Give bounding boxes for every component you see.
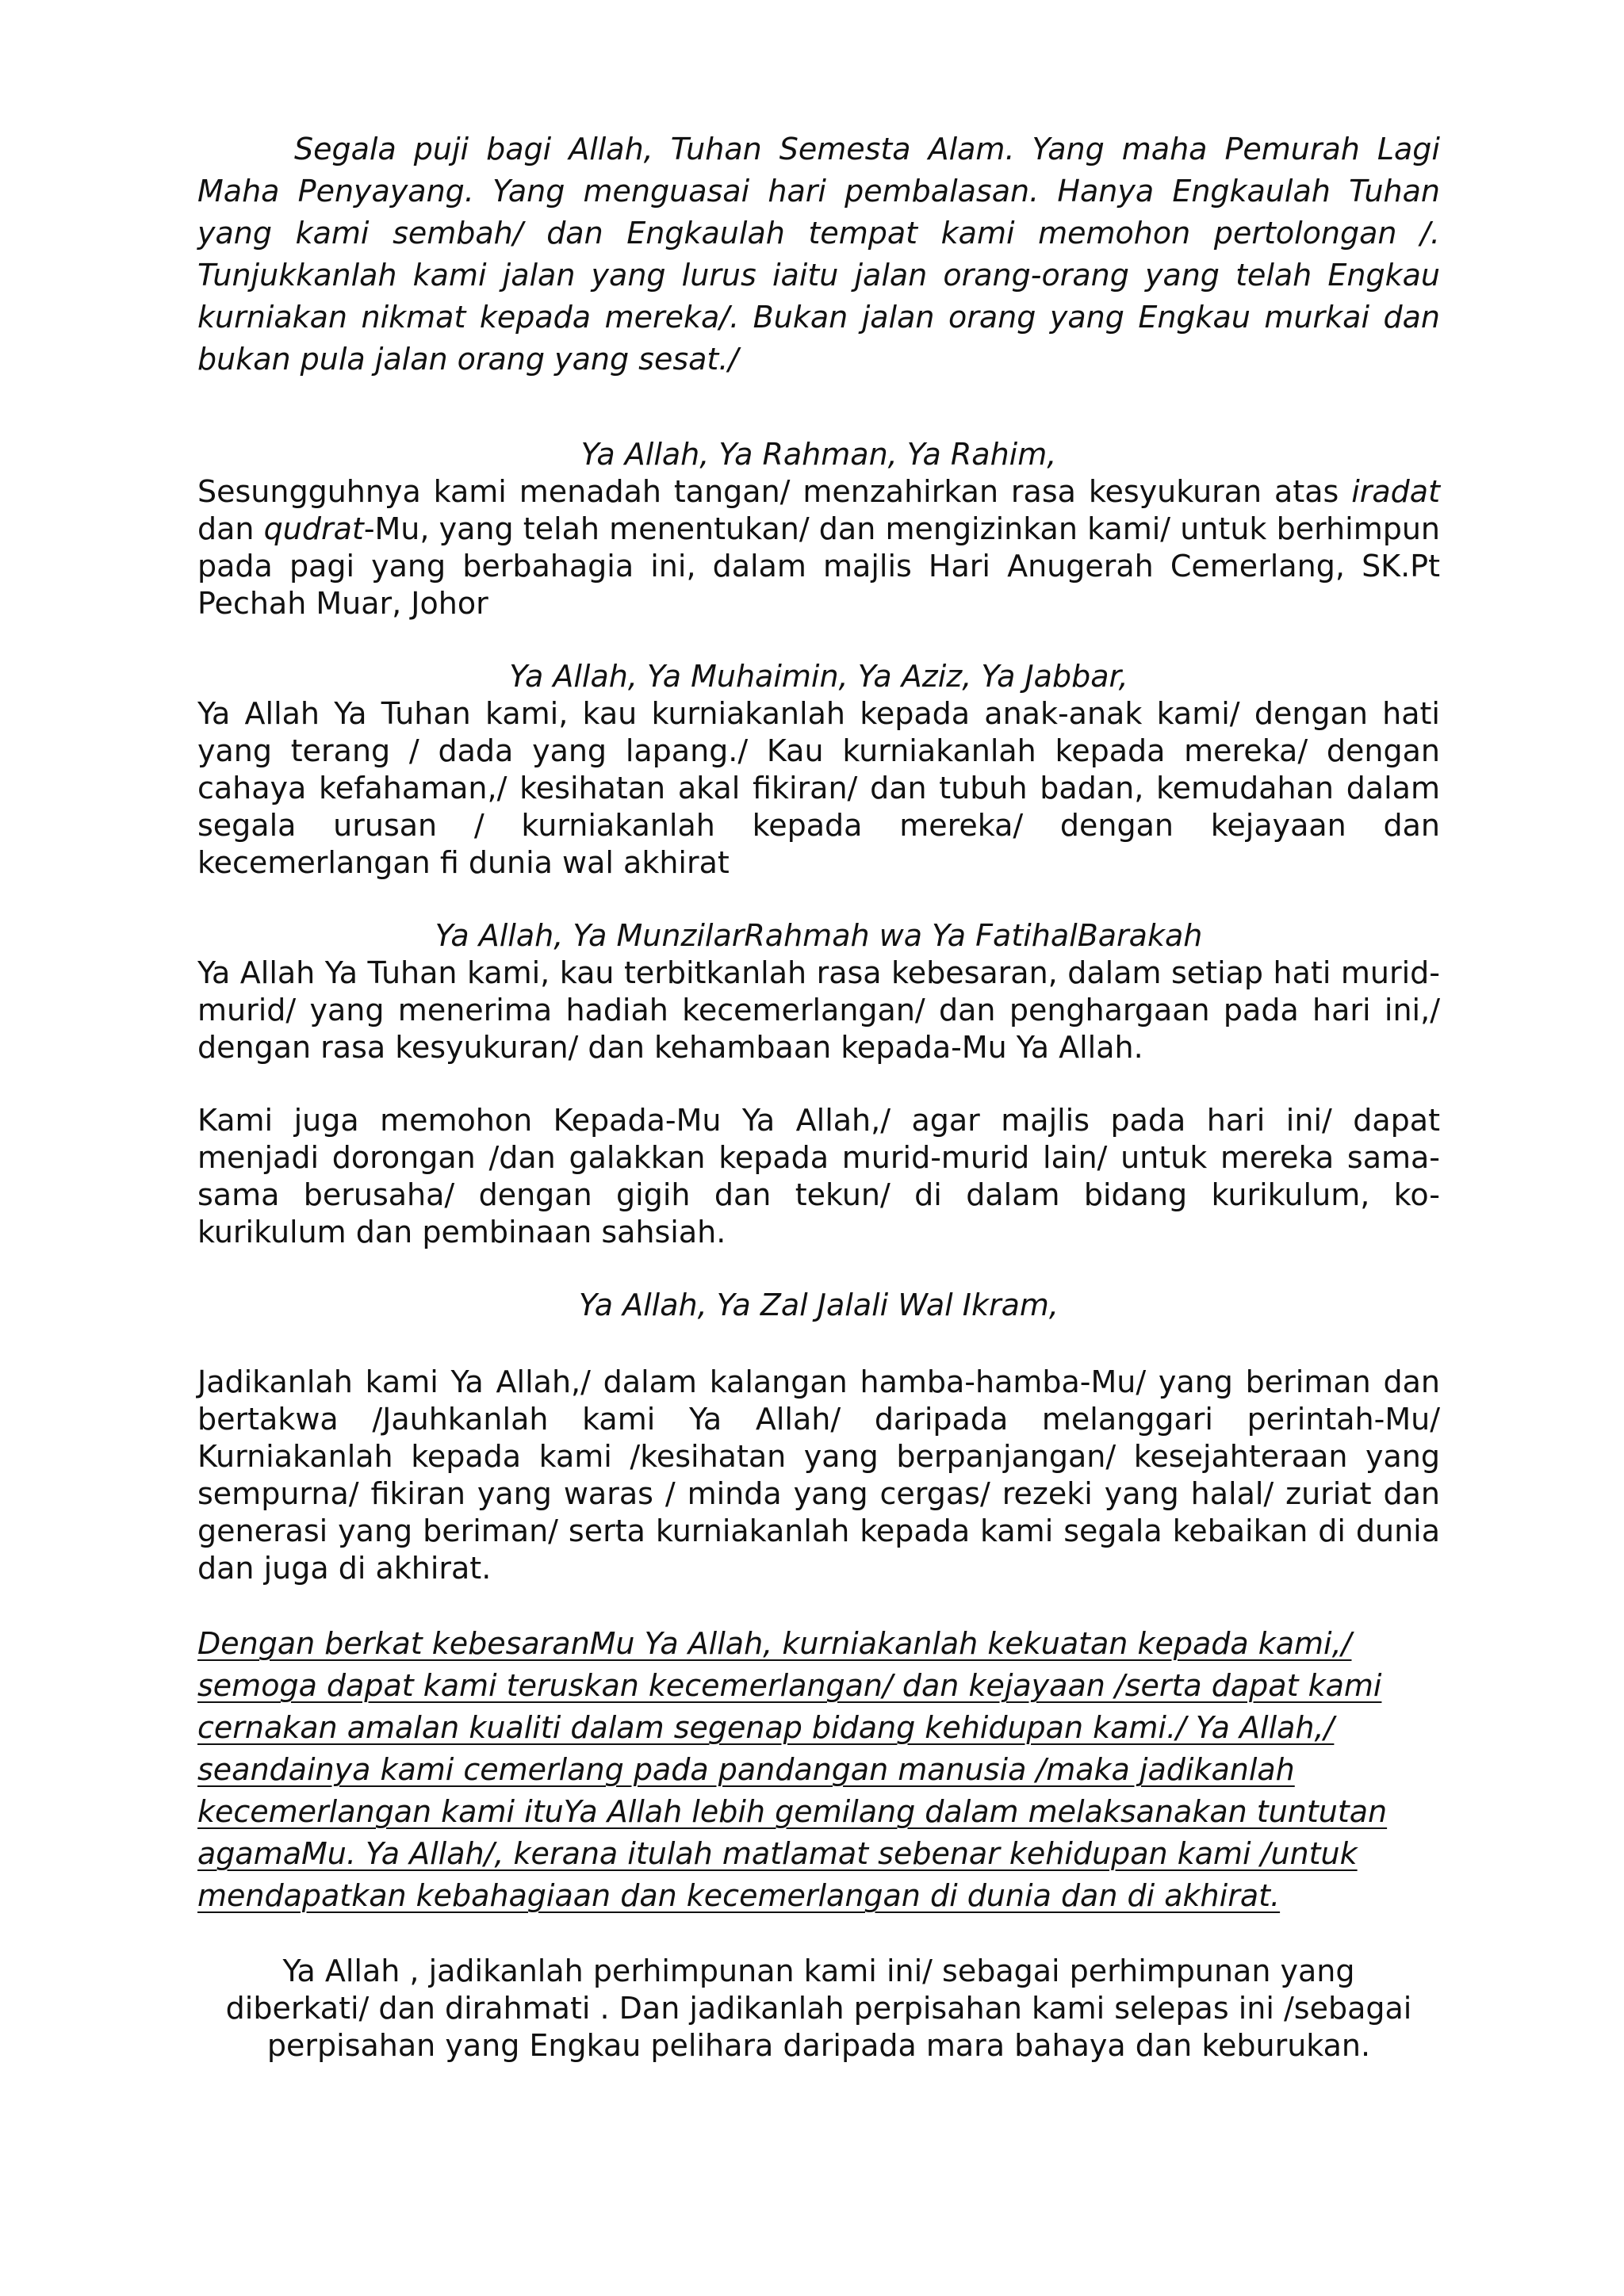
section1-text-c: -Mu, yang telah menentukan/ dan mengizinkan kami/ untuk berhimpun pada pagi yang berbahagia ini, dalam majlis Hari Anugerah Cemerlang, SK.Pt Pechah Muar, Johor [197,511,1440,621]
document-body [197,128,1440,2064]
section1-emphasis-qudrat: qudrat [263,511,364,546]
opening-text: Segala puji bagi Allah, Tuhan Semesta Alam. Yang maha Pemurah Lagi Maha Penyayang. Yang menguasai hari pembalasan. Hanya Engkaulah Tuhan yang kami sembah/ dan Engkaulah tempat kami memohon pertolongan /. Tunjukkanlah kami jalan yang lurus iaitu jalan orang-orang yang telah Engkau kurniakan nikmat kepada mereka/. Bukan jalan orang yang Engkau murkai dan bukan pula jalan orang yang sesat./ [197,132,1440,377]
closing-line-3: perpisahan yang Engkau pelihara daripada mara bahaya dan keburukan. [266,2028,1371,2063]
closing-line-2: diberkati/ dan dirahmati . Dan jadikanlah perpisahan kami selepas ini /sebagai [225,1991,1412,2026]
section3-paragraph: Ya Allah Ya Tuhan kami, kau terbitkanlah rasa kebesaran, dalam setiap hati murid-murid/ yang menerima hadiah kecemerlangan/ dan penghargaan pada hari ini,/ dengan rasa kesyukuran/ dan kehambaan kepada-Mu Ya Allah. [197,955,1440,1065]
opening-paragraph [197,128,1440,381]
section1-text-a: Sesungguhnya kami menadah tangan/ menzahirkan rasa kesyukuran atas [197,474,1352,509]
paragraph-4: Kami juga memohon Kepada-Mu Ya Allah,/ agar majlis pada hari ini/ dapat menjadi dorongan /dan galakkan kepada murid-murid lain/ untuk mereka sama-sama berusaha/ dengan gigih dan tekun/ di dalam bidang kurikulum, ko-kurikulum dan pembinaan sahsiah. [197,1103,1440,1249]
section2-heading: Ya Allah, Ya Muhaimin, Ya Aziz, Ya Jabbar, [509,659,1128,694]
section1-heading: Ya Allah, Ya Rahman, Ya Rahim, [580,437,1057,472]
section3-heading: Ya Allah, Ya MunzilarRahmah wa Ya FatihalBarakah [435,918,1203,953]
section5-paragraph: Jadikanlah kami Ya Allah,/ dalam kalangan hamba-hamba-Mu/ yang beriman dan bertakwa /Jauhkanlah kami Ya Allah/ daripada melanggari perintah-Mu/ Kurniakanlah kepada kami /kesihatan yang berpanjangan/ kesejahteraan yang sempurna/ fikiran yang waras / minda yang cergas/ rezeki yang halal/ zuriat dan generasi yang beriman/ serta kurniakanlah kepada kami segala kebaikan di dunia dan juga di akhirat. [197,1364,1440,1586]
section2-paragraph: Ya Allah Ya Tuhan kami, kau kurniakanlah kepada anak-anak kami/ dengan hati yang terang / dada yang lapang./ Kau kurniakanlah kepada mereka/ dengan cahaya kefahaman,/ kesihatan akal fikiran/ dan tubuh badan, kemudahan dalam segala urusan / kurniakanlah kepada mereka/ dengan kejayaan dan kecemerlangan fi dunia wal akhirat [197,696,1440,880]
section1-emphasis-iradat: iradat [1351,474,1440,509]
closing-paragraph [197,1953,1440,2064]
section5-heading: Ya Allah, Ya Zal Jalali Wal Ikram, [579,1288,1059,1322]
section1-paragraph [197,473,1440,622]
closing-line-1: Ya Allah , jadikanlah perhimpunan kami ini/ sebagai perhimpunan yang [282,1954,1355,1988]
underlined-paragraph: Dengan berkat kebesaranMu Ya Allah, kurniakanlah kekuatan kepada kami,/ semoga dapat kami teruskan kecemerlangan/ dan kejayaan /serta dapat kami cernakan amalan kualiti dalam segenap bidang kehidupan kami./ Ya Allah,/ seandainya kami cemerlang pada pandangan manusia /maka jadikanlah kecemerlangan kami ituYa Allah lebih gemilang dalam melaksanakan tuntutan agamaMu. Ya Allah/, kerana itulah matlamat sebenar kehidupan kami /untuk mendapatkan kebahagiaan dan kecemerlangan di dunia dan di akhirat. [197,1626,1388,1913]
section1-text-b: dan [197,511,264,546]
